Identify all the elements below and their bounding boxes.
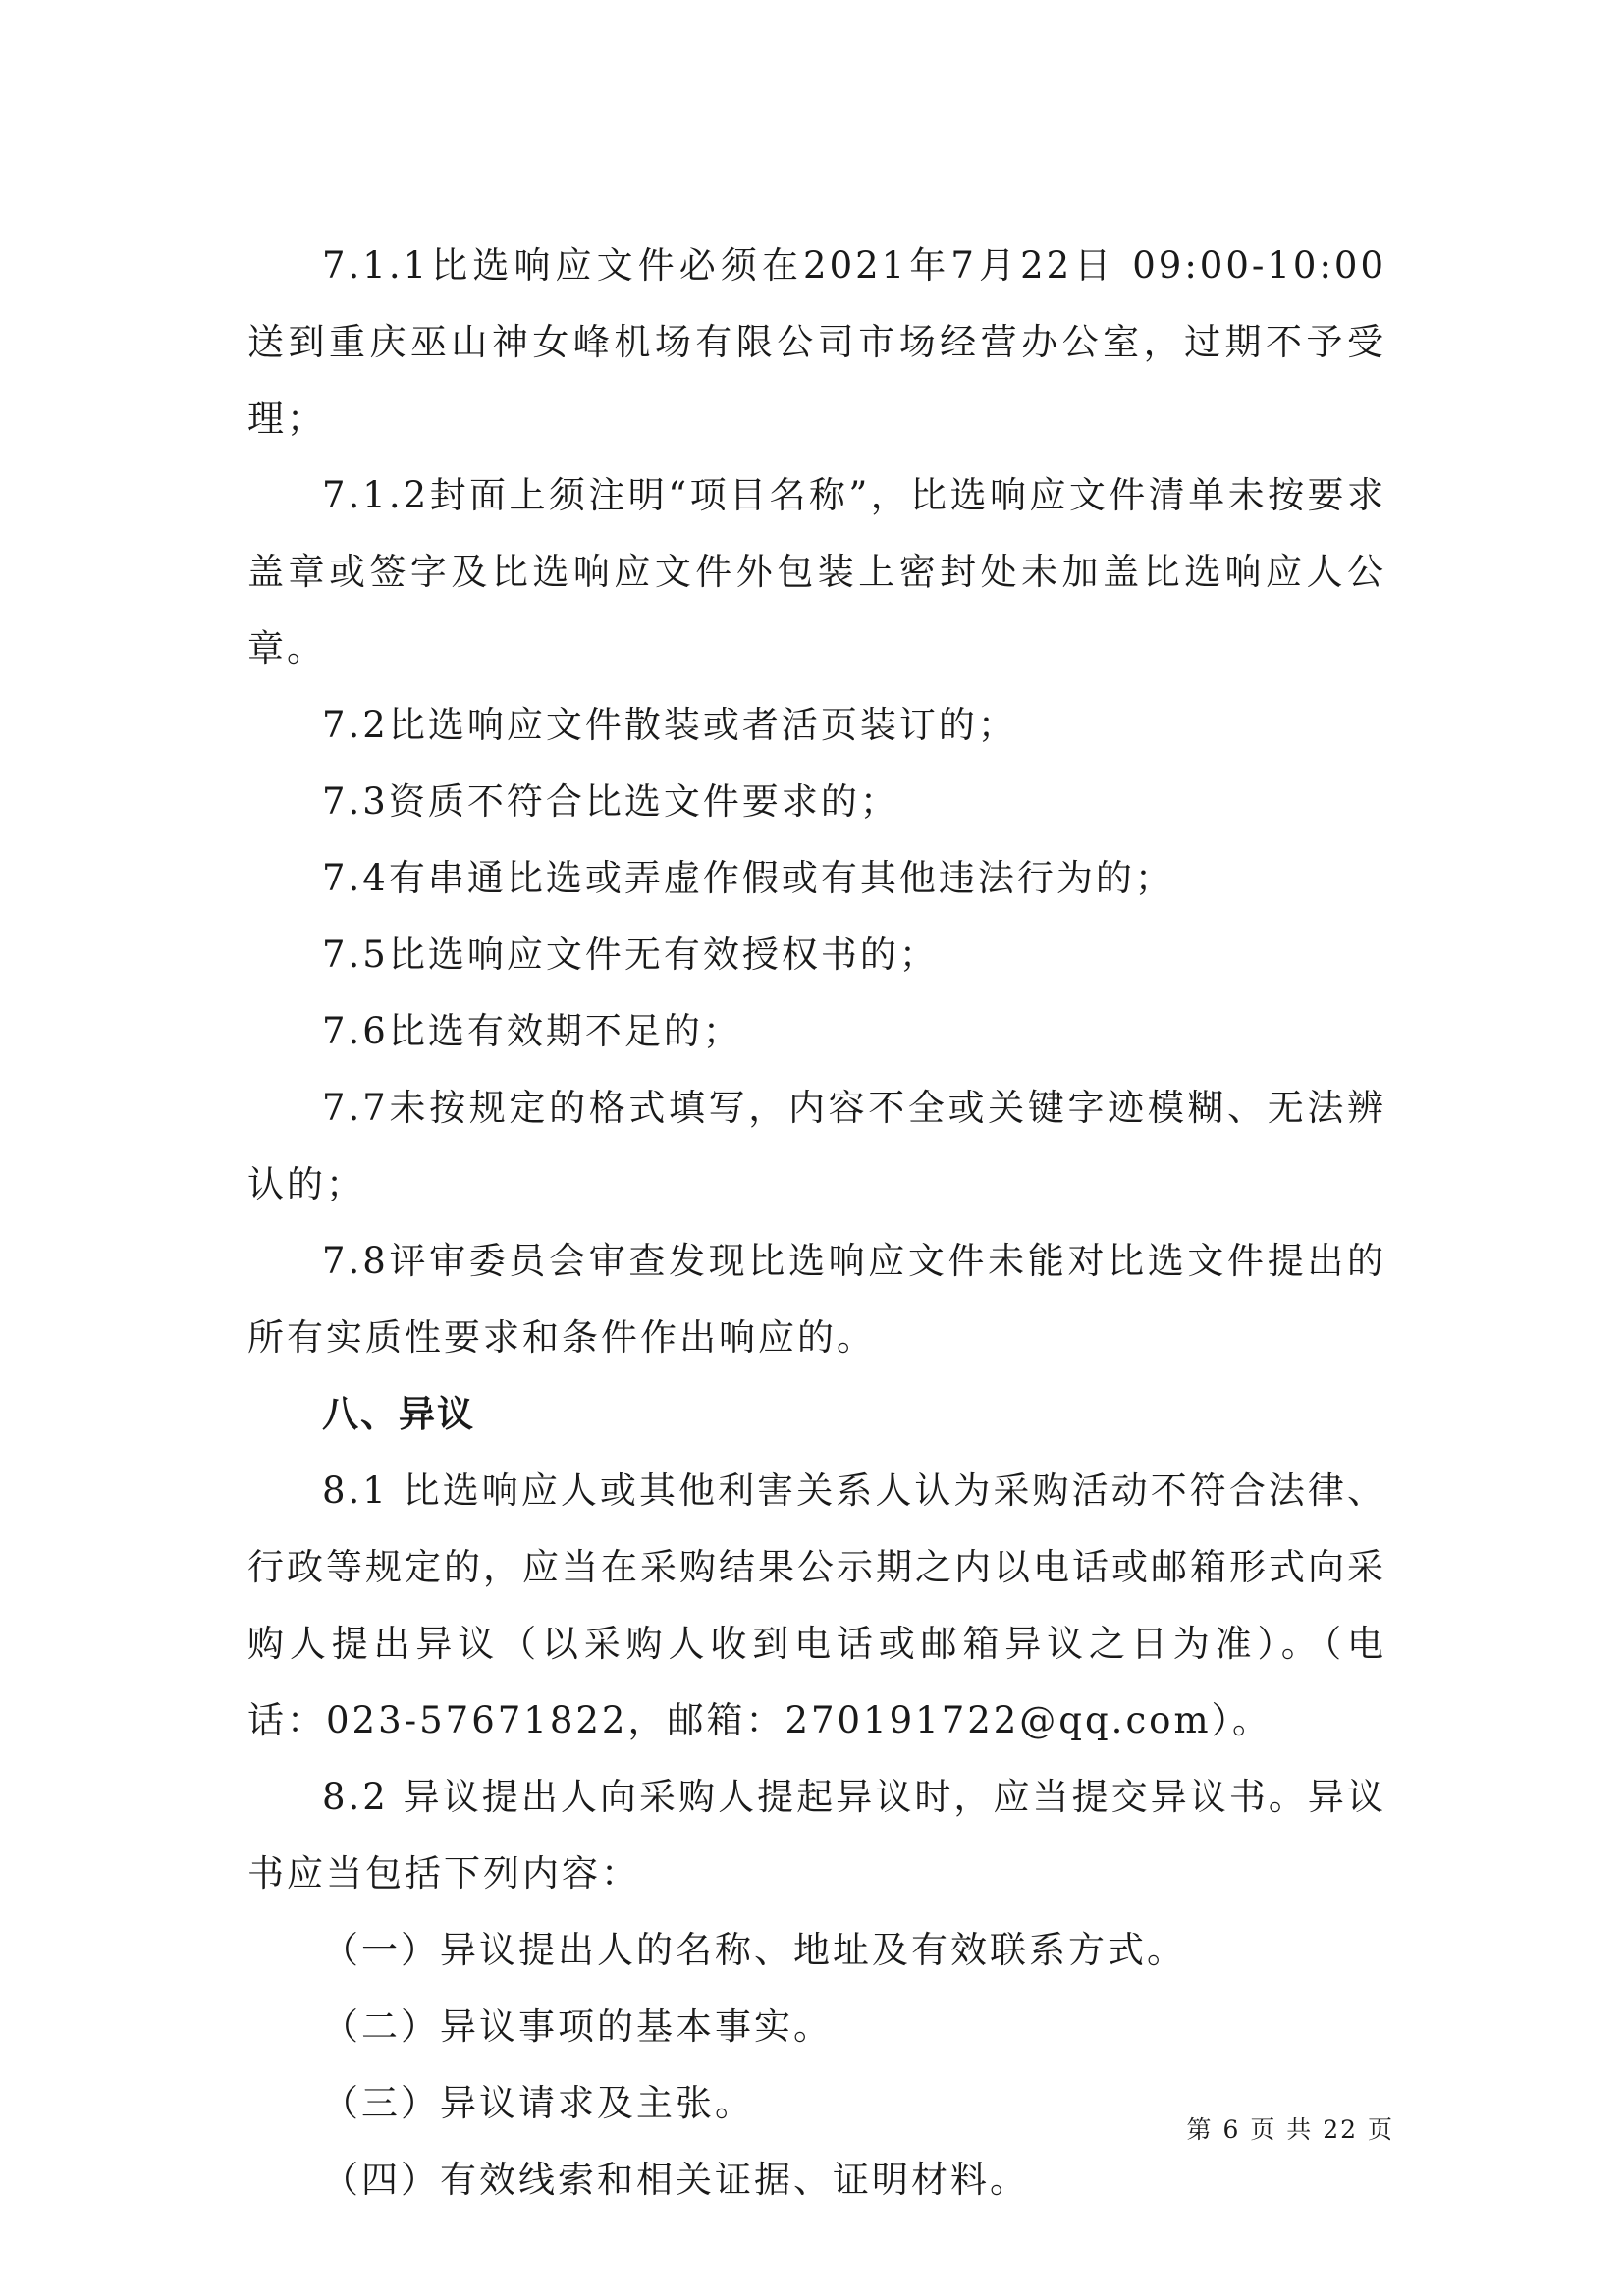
clause-7-8: 7.8评审委员会审查发现比选响应文件未能对比选文件提出的所有实质性要求和条件作出响应的。 (247, 1240, 1386, 1359)
document-body (247, 228, 1386, 2218)
clause-8-2-item-4: （四）有效线索和相关证据、证明材料。 (322, 2159, 1029, 2201)
clause-8-2-item-3: （三）异议请求及主张。 (322, 2082, 754, 2124)
clause-8-1: 8.1 比选响应人或其他利害关系人认为采购活动不符合法律、行政等规定的，应当在采购结果公示期之内以电话或邮箱形式向采购人提出异议（以采购人收到电话或邮箱异议之日为准）。（电话：023-57671822，邮箱：270191722@qq.com）。 (247, 1469, 1386, 1741)
clause-7-1-1: 7.1.1比选响应文件必须在2021年7月22日 09:00-10:00送到重庆巫山神女峰机场有限公司市场经营办公室，过期不予受理； (247, 244, 1386, 440)
clause-8-2: 8.2 异议提出人向采购人提起异议时，应当提交异议书。异议书应当包括下列内容： (247, 1776, 1386, 1895)
clause-7-5: 7.5比选响应文件无有效授权书的； (322, 934, 939, 976)
clause-7-2: 7.2比选响应文件散装或者活页装订的； (322, 704, 1017, 746)
page-number-footer: 第 6 页 共 22 页 (1186, 2115, 1394, 2144)
clause-7-1-2: 7.1.2封面上须注明“项目名称”，比选响应文件清单未按要求盖章或签字及比选响应文件外包装上密封处未加盖比选响应人公章。 (247, 474, 1386, 669)
clause-7-7: 7.7未按规定的格式填写，内容不全或关键字迹模糊、无法辨认的； (247, 1087, 1386, 1205)
clause-8-2-item-2: （二）异议事项的基本事实。 (322, 2005, 833, 2048)
clause-8-2-item-1: （一）异议提出人的名称、地址及有效联系方式。 (322, 1929, 1186, 1971)
clause-7-3: 7.3资质不符合比选文件要求的； (322, 780, 899, 823)
clause-7-6: 7.6比选有效期不足的； (322, 1010, 742, 1052)
section-8-heading: 八、异议 (322, 1393, 475, 1435)
clause-7-4: 7.4有串通比选或弄虚作假或有其他违法行为的； (322, 857, 1174, 899)
